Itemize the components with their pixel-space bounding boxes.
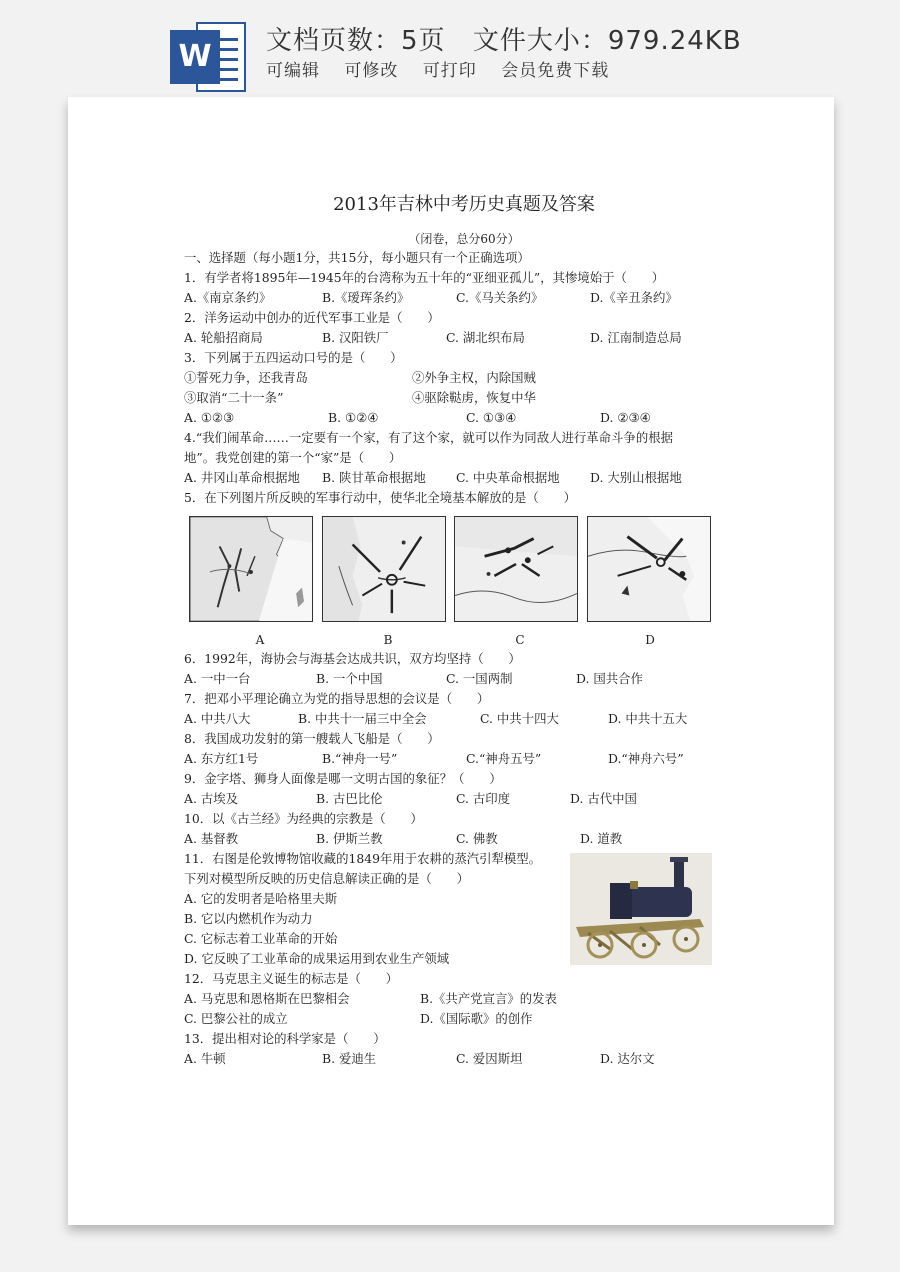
question-4-line-2: 地”。我党创建的第一个“家”是（ ） [184,450,402,465]
question-11-line-1: 11．右图是伦敦博物馆收藏的1849年用于农耕的蒸汽引犁模型。 [184,851,542,866]
section-heading: 一、选择题（每小题1分，共15分，每小题只有一个正确选项） [184,250,530,265]
q3-option-c: C. ①③④ [466,410,517,425]
map-label-d: D [645,633,655,647]
q11-option-d: D. 它反映了工业革命的成果运用到农业生产领域 [184,951,450,966]
question-4-line-1: 4.“我们闹革命……一定要有一个家，有了这个家，就可以作为同敌人进行革命斗争的根据 [184,430,673,445]
q13-option-a: A. 牛顿 [184,1051,226,1066]
q7-option-b: B. 中共十一届三中全会 [298,711,427,726]
question-5: 5．在下列图片所反映的军事行动中，使华北全境基本解放的是（ ） [184,490,576,505]
q1-option-a: A.《南京条约》 [184,290,272,305]
q2-option-d: D. 江南制造总局 [590,330,682,345]
q11-option-a: A. 它的发明者是哈格里夫斯 [184,891,338,906]
question-10: 10．以《古兰经》为经典的宗教是（ ） [184,811,423,826]
map-label-b: B [383,633,393,647]
feature-member-download: 会员免费下载 [501,61,610,81]
q9-option-d: D. 古代中国 [570,791,637,806]
q3-item-1: ①誓死力争，还我青岛 [184,370,308,385]
question-9: 9．金字塔、狮身人面像是哪一文明古国的象征？（ ） [184,771,502,786]
q4-option-c: C. 中央革命根据地 [456,470,560,485]
q8-option-c: C.“神舟五号” [466,751,542,766]
q3-item-3: ③取消“二十一条” [184,390,284,405]
q6-option-b: B. 一个中国 [316,671,383,686]
q12-option-b: B.《共产党宣言》的发表 [420,991,557,1006]
q10-option-d: D. 道教 [580,831,623,846]
q3-option-b: B. ①②④ [328,410,379,425]
q7-option-d: D. 中共十五大 [608,711,688,726]
q1-option-d: D.《辛丑条约》 [590,290,678,305]
q2-option-b: B. 汉阳铁厂 [322,330,389,345]
question-8: 8．我国成功发射的第一艘载人飞船是（ ） [184,731,440,746]
q11-option-c: C. 它标志着工业革命的开始 [184,931,338,946]
feature-editable: 可编辑 [266,61,320,81]
question-11-line-2: 下列对模型所反映的历史信息解读正确的是（ ） [184,871,469,886]
q8-option-b: B.“神舟一号” [322,751,398,766]
question-13: 13．提出相对论的科学家是（ ） [184,1031,386,1046]
question-6: 6．1992年，海协会与海基会达成共识，双方均坚持（ ） [184,651,521,666]
feature-list [266,56,627,81]
q3-item-4: ④驱除鞑虏，恢复中华 [412,390,536,405]
question-7: 7．把邓小平理论确立为党的指导思想的会议是（ ） [184,691,490,706]
q13-option-d: D. 达尔文 [600,1051,655,1066]
q12-option-d: D.《国际歌》的创作 [420,1011,533,1026]
q9-option-a: A. 古埃及 [184,791,238,806]
feature-modifiable: 可修改 [344,61,399,81]
q8-option-d: D.“神舟六号” [608,751,684,766]
download-banner [0,0,900,100]
q10-option-c: C. 佛教 [456,831,498,846]
page-count: 文档页数：5页 [266,26,446,56]
q11-option-b: B. 它以内燃机作为动力 [184,911,313,926]
steam-plough-drawing [570,853,712,965]
q12-option-c: C. 巴黎公社的成立 [184,1011,288,1026]
question-1: 1．有学者将1895年—1945年的台湾称为五十年的“亚细亚孤儿”，其惨境始于（ ） [184,270,665,285]
q8-option-a: A. 东方红1号 [184,751,259,766]
map-c [454,516,578,622]
doc-subtitle: （闭卷，总分60分） [408,232,520,246]
q4-option-d: D. 大别山根据地 [590,470,682,485]
q3-option-d: D. ②③④ [600,410,651,425]
q10-option-a: A. 基督教 [184,831,238,846]
map-d-drawing [588,517,710,621]
doc-title: 2013年吉林中考历史真题及答案 [333,194,595,215]
q6-option-d: D. 国共合作 [576,671,643,686]
q7-option-c: C. 中共十四大 [480,711,559,726]
steam-plough-model-image [570,853,712,965]
map-d [587,516,711,622]
file-size: 文件大小：979.24KB [472,26,742,56]
document-page [68,97,834,1225]
map-a-drawing [190,517,312,621]
q1-option-b: B.《瑷珲条约》 [322,290,410,305]
q4-option-b: B. 陕甘革命根据地 [322,470,426,485]
q9-option-c: C. 古印度 [456,791,511,806]
question-12: 12．马克思主义诞生的标志是（ ） [184,971,399,986]
q3-item-2: ②外争主权，内除国贼 [412,370,536,385]
q9-option-b: B. 古巴比伦 [316,791,383,806]
map-label-a: A [255,633,265,647]
question-3: 3．下列属于五四运动口号的是（ ） [184,350,403,365]
map-c-drawing [455,517,577,621]
map-b [322,516,446,622]
word-document-icon [170,18,248,96]
q6-option-a: A. 一中一台 [184,671,251,686]
map-b-drawing [323,517,445,621]
q10-option-b: B. 伊斯兰教 [316,831,383,846]
q3-option-a: A. ①②③ [184,410,235,425]
word-icon-letter: W [170,30,220,84]
q6-option-c: C. 一国两制 [446,671,513,686]
q2-option-c: C. 湖北织布局 [446,330,525,345]
q2-option-a: A. 轮船招商局 [184,330,263,345]
q13-option-c: C. 爱因斯坦 [456,1051,523,1066]
map-label-c: C [515,633,525,647]
file-info [266,20,760,57]
feature-printable: 可打印 [422,61,477,81]
question-2: 2．洋务运动中创办的近代军事工业是（ ） [184,310,440,325]
q13-option-b: B. 爱迪生 [322,1051,377,1066]
map-a [189,516,313,622]
q1-option-c: C.《马关条约》 [456,290,544,305]
q7-option-a: A. 中共八大 [184,711,251,726]
q4-option-a: A. 井冈山革命根据地 [184,470,300,485]
q12-option-a: A. 马克思和恩格斯在巴黎相会 [184,991,350,1006]
